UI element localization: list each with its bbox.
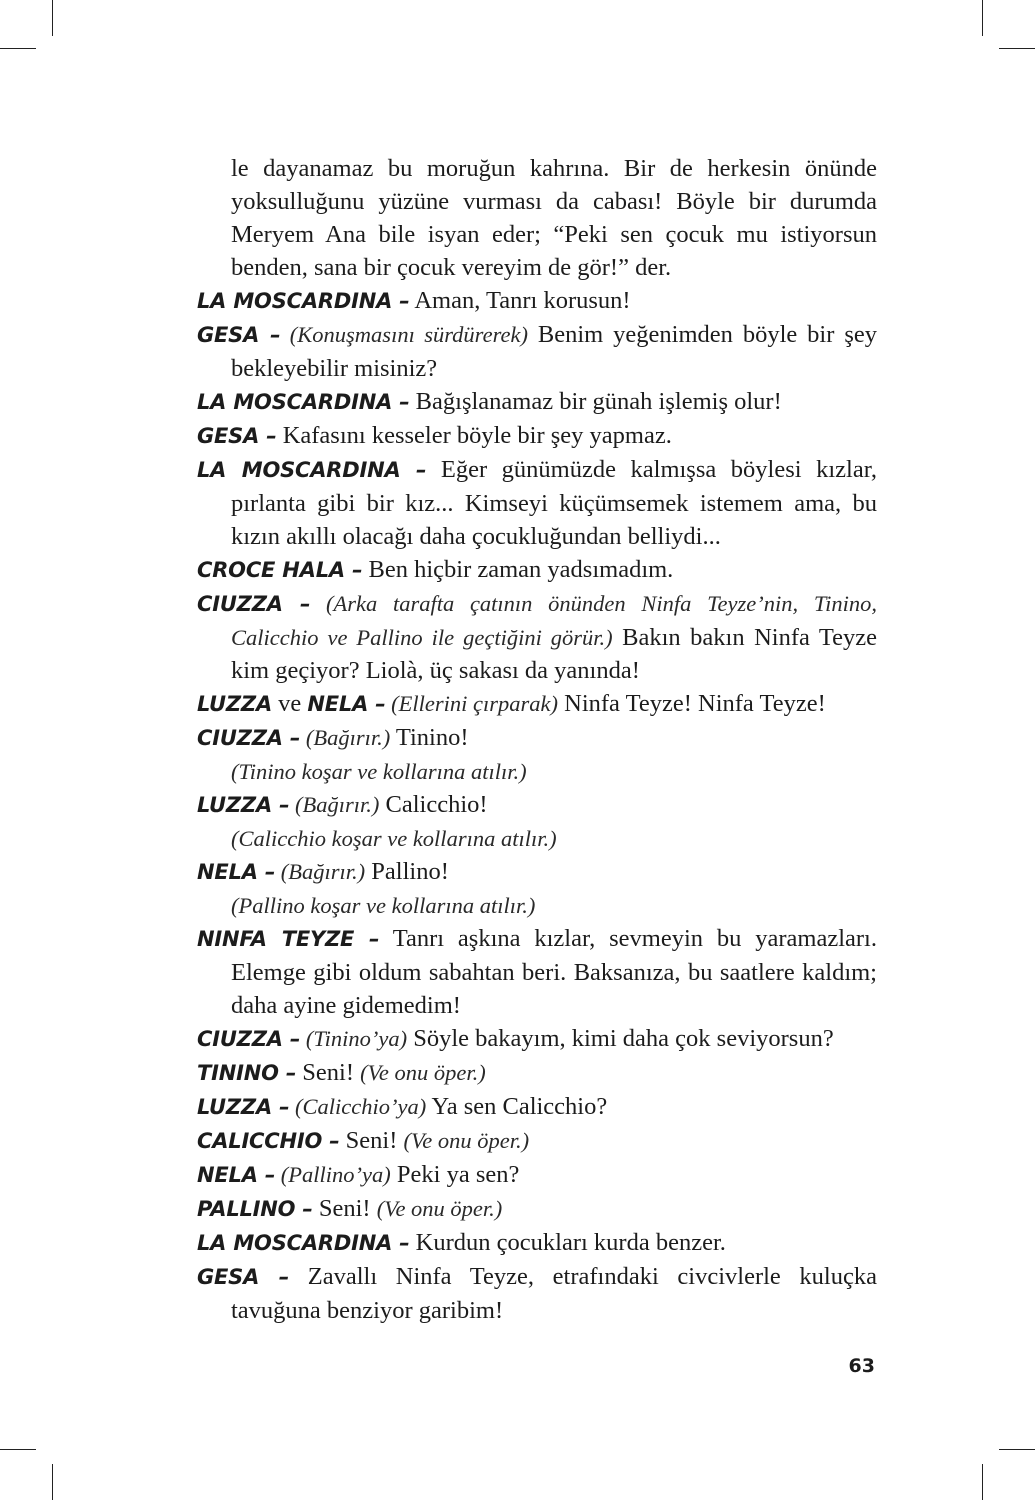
crop-mark — [0, 1449, 36, 1450]
dialogue-text: Zavallı Ninfa Teyze, etrafındaki civcivlerle kuluçka tavuğuna benziyor garibim! — [231, 1263, 877, 1324]
continuation-paragraph: le dayanamaz bu moruğun kahrına. Bir de herkesin önünde yoksulluğunu yüzüne vurması da cabası! Böyle bir durumda Meryem Ana bile isyan eder; “Peki sen çocuk mu istiyorsun benden, sana bir çocuk vereyim de gör!” der. — [231, 155, 877, 281]
stage-direction — [197, 822, 877, 855]
dialogue-line — [197, 922, 877, 1022]
dialogue-line — [197, 1056, 877, 1090]
stage-direction-text: (Konuşmasını sürdürerek) — [280, 322, 528, 347]
dialogue-text: Kurdun çocukları kurda benzer. — [409, 1229, 726, 1256]
stage-direction-text: (Calicchio koşar ve kollarına atılır.) — [231, 826, 557, 851]
speaker-name: NELA – — [197, 1163, 276, 1187]
dialogue-text: Peki ya sen? — [390, 1161, 520, 1188]
dialogue-text: Ninfa Teyze! Ninfa Teyze! — [558, 690, 826, 717]
stage-direction-text: (Bağırır.) — [300, 725, 391, 750]
stage-direction-text: (Ellerini çırparak) — [385, 691, 559, 716]
speaker-name: GESA – — [197, 323, 281, 347]
crop-mark — [52, 1464, 53, 1500]
speaker-name: GESA – — [197, 1265, 290, 1289]
crop-mark — [999, 48, 1035, 49]
stage-direction-text: (Ve onu öper.) — [376, 1196, 503, 1221]
dialogue-text: Bakın bakın Ninfa Teyze kim geçiyor? Liolà, üç sakası da yanında! — [231, 624, 878, 684]
stage-direction-text: (Ve onu öper.) — [403, 1128, 530, 1153]
dialogue-text: Aman, Tanrı korusun! — [409, 287, 631, 314]
speaker-name: GESA – — [197, 424, 277, 448]
play-text — [197, 152, 877, 1327]
dialogue-list — [197, 284, 877, 1327]
dialogue-text: Ben hiçbir zaman yadsımadım. — [362, 556, 674, 583]
dialogue-line — [197, 788, 877, 822]
stage-direction-text: (Tinino’ya) — [300, 1026, 408, 1051]
speaker-name: LUZZA – — [197, 793, 290, 817]
dialogue-line — [197, 1192, 877, 1226]
stage-direction — [197, 889, 877, 922]
speaker-name: LUZZA — [197, 692, 272, 716]
stage-direction-text: (Bağırır.) — [275, 859, 366, 884]
dialogue-line — [197, 284, 877, 318]
dialogue-line — [197, 385, 877, 419]
dialogue-line — [197, 419, 877, 453]
speaker-joiner: ve — [272, 690, 308, 717]
dialogue-text: Pallino! — [365, 858, 449, 885]
speaker-name: PALLINO – — [197, 1197, 313, 1221]
speaker-name: CIUZZA – — [197, 1027, 301, 1051]
crop-mark — [52, 0, 53, 36]
dialogue-text: Calicchio! — [379, 791, 488, 818]
speaker-name: LA MOSCARDINA – — [197, 289, 410, 313]
dialogue-text: Seni! — [339, 1127, 404, 1154]
page-number: 63 — [848, 1355, 875, 1377]
dialogue-text: Kafasını kesseler böyle bir şey yapmaz. — [276, 422, 672, 449]
dialogue-text: Tinino! — [390, 724, 469, 751]
speaker-name: CIUZZA – — [197, 592, 311, 616]
dialogue-text: Seni! — [296, 1059, 361, 1086]
crop-mark — [0, 48, 36, 49]
dialogue-text: Tanrı aşkına kızlar, sevmeyin bu yaramazları. Elemge gibi oldum sabahtan beri. Baksanıza, bu saatlere kaldım; daha ayine gidemedim! — [231, 925, 877, 1019]
dialogue-line — [197, 453, 877, 553]
dialogue-line — [197, 855, 877, 889]
dialogue-text: Seni! — [312, 1195, 377, 1222]
crop-mark — [982, 0, 983, 36]
dialogue-line — [197, 1260, 877, 1327]
stage-direction-text: (Tinino koşar ve kollarına atılır.) — [231, 759, 527, 784]
dialogue-line — [197, 1090, 877, 1124]
dialogue-line — [197, 687, 877, 721]
speaker-name: TININO – — [197, 1061, 297, 1085]
dialogue-text: Eğer günümüzde kalmışsa böylesi kızlar, pırlanta gibi bir kız... Kimseyi küçümsemek istemem ama, bu kızın akıllı olacağı daha çocukluğundan belliydi... — [231, 456, 877, 550]
dialogue-line — [197, 1022, 877, 1056]
speaker-name: LA MOSCARDINA – — [197, 458, 427, 482]
dialogue-text: Bağışlanamaz bir günah işlemiş olur! — [409, 388, 782, 415]
speaker-name: NINFA TEYZE – — [197, 927, 380, 951]
speaker-name: LUZZA – — [197, 1095, 290, 1119]
speaker-name: LA MOSCARDINA – — [197, 390, 410, 414]
dialogue-text: Söyle bakayım, kimi daha çok seviyorsun? — [407, 1025, 834, 1052]
dialogue-line — [197, 1124, 877, 1158]
speaker-name: NELA – — [307, 692, 386, 716]
stage-direction-text: (Pallino’ya) — [275, 1162, 391, 1187]
dialogue-line — [197, 721, 877, 755]
stage-direction-text: (Ve onu öper.) — [360, 1060, 486, 1085]
stage-direction-text: (Arka tarafta çatının önünden Ninfa Teyze’nin, Tinino, Calicchio ve Pallino ile geçtiğini görür.) — [231, 591, 877, 650]
speaker-name: CROCE HALA – — [197, 558, 363, 582]
dialogue-line — [197, 553, 877, 587]
stage-direction-text: (Pallino koşar ve kollarına atılır.) — [231, 893, 536, 918]
stage-direction — [197, 755, 877, 788]
dialogue-line — [197, 587, 877, 687]
speaker-name: NELA – — [197, 860, 276, 884]
dialogue-line — [197, 1158, 877, 1192]
crop-mark — [999, 1449, 1035, 1450]
speaker-name: CALICCHIO – — [197, 1129, 340, 1153]
crop-mark — [982, 1464, 983, 1500]
dialogue-line — [197, 1226, 877, 1260]
stage-direction-text: (Calicchio’ya) — [289, 1094, 427, 1119]
stage-direction-text: (Bağırır.) — [289, 792, 380, 817]
speaker-name: LA MOSCARDINA – — [197, 1231, 410, 1255]
dialogue-text: Benim yeğenimden böyle bir şey bekleyebilir misiniz? — [231, 321, 877, 382]
speaker-name: CIUZZA – — [197, 726, 301, 750]
dialogue-line — [197, 318, 877, 385]
dialogue-text: Ya sen Calicchio? — [426, 1093, 608, 1120]
